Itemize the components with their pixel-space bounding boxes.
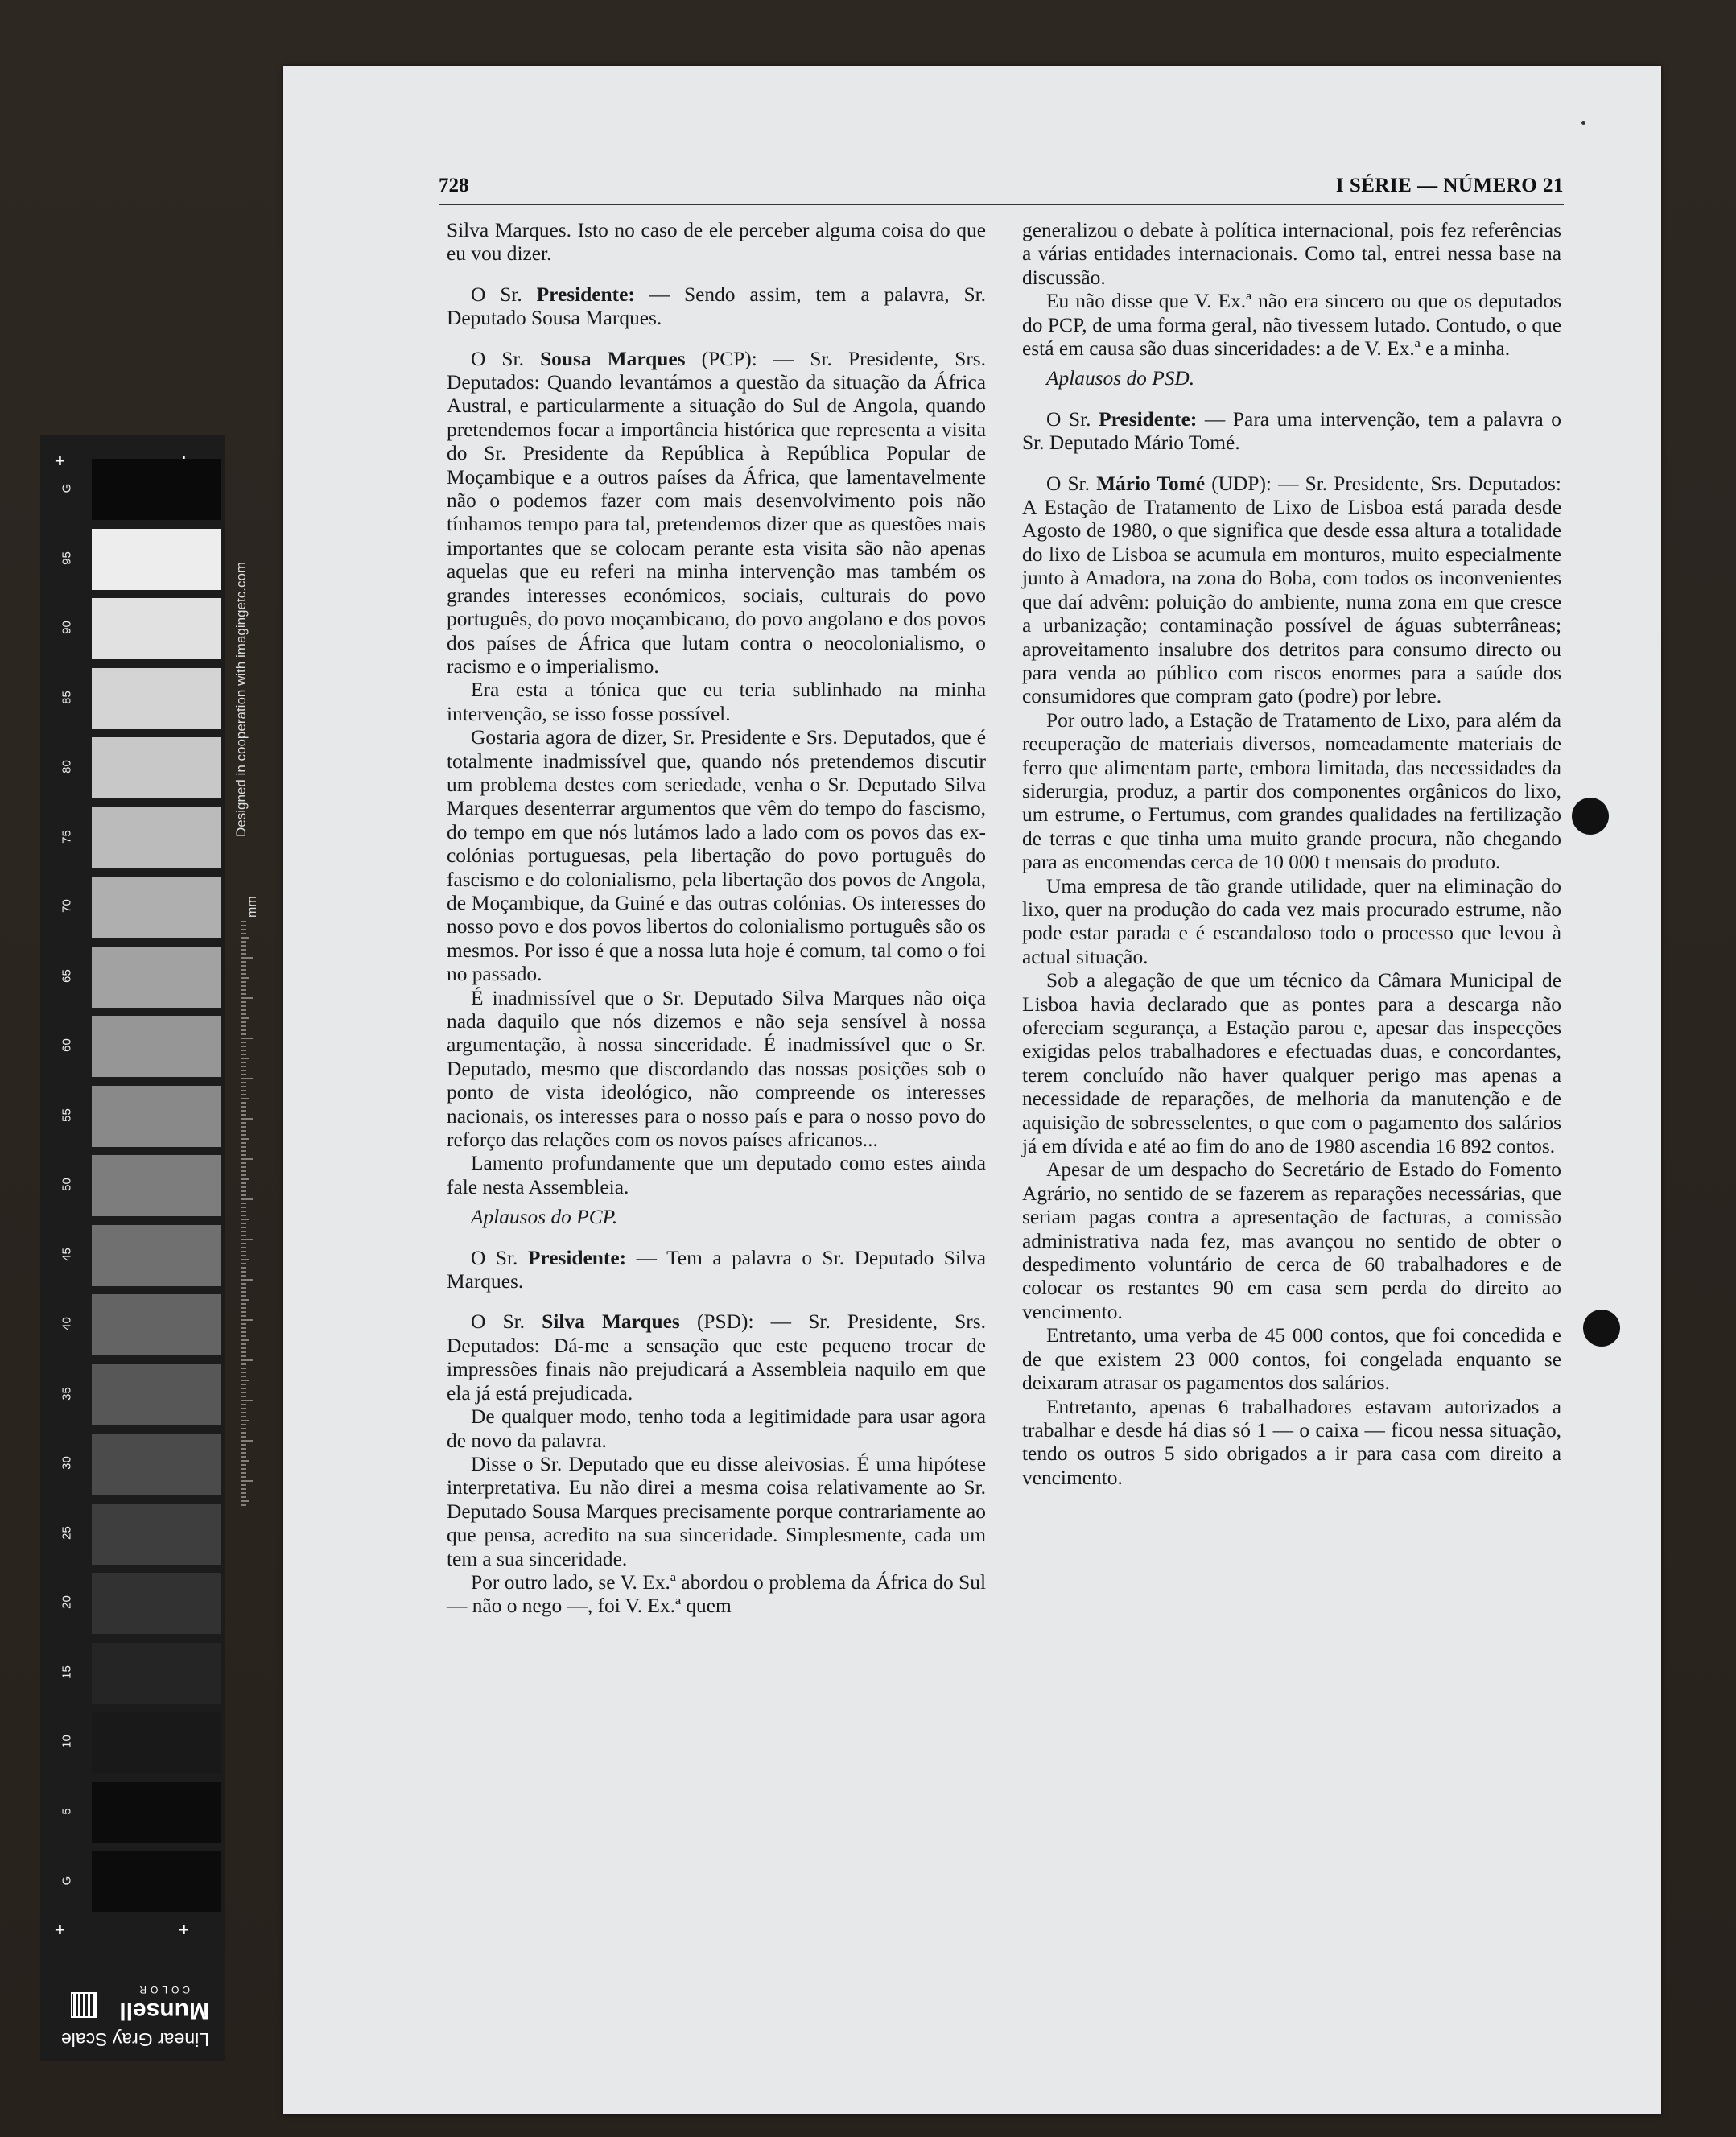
- gray-patch: [92, 1016, 221, 1077]
- gray-patch: [92, 1782, 221, 1843]
- registration-mark: +: [55, 451, 65, 471]
- gray-patch-label: 20: [60, 1595, 74, 1609]
- gray-patch-label: G: [60, 1875, 74, 1886]
- gray-patch: [92, 1434, 221, 1495]
- punch-hole: [1572, 798, 1609, 835]
- speech-text: (UDP): — Sr. Presidente, Srs. Deputados: A Estação de Tratamento de Lixo de Lisboa está parada desde Agosto de 1980, o que significa que desde essa altura a totalidade do lixo de Lisboa se acumula em monturos, muito especialmente junto à Amadora, na zona do Boba, com todos os inconvenientes que daí advêm: poluição do ambiente, numa zona em que cresce a urbanização; contaminação possível de águas subterrâneas; aproveitamento insalubre dos detritos para consumo directo ou para venda ao público com riscos enormes para a saúde dos consumidores que compram gato (podre) por lebre.: [1022, 472, 1561, 708]
- gray-patch: [92, 1573, 221, 1634]
- munsell-logo-icon: [71, 1992, 97, 2018]
- body-paragraph: Era esta a tónica que eu teria sublinhado na minha intervenção, se isso fosse possível.: [447, 679, 986, 725]
- mm-ruler: [241, 918, 258, 1513]
- document-page: [283, 66, 1661, 2114]
- gray-patch-label: G: [60, 483, 74, 493]
- speech-text: — Tem a palavra o Sr. Deputado Silva Marques.: [447, 1246, 986, 1293]
- gray-patch: [92, 1851, 221, 1912]
- speaker-name: Presidente:: [536, 283, 635, 306]
- speaker-paragraph: [447, 1247, 986, 1294]
- gray-patch-label: 90: [60, 621, 74, 634]
- applause-note: Aplausos do PCP.: [471, 1206, 618, 1229]
- speaker-prefix: O Sr.: [471, 283, 537, 306]
- gray-patch-label: 15: [60, 1665, 74, 1679]
- gray-patch-label: 85: [60, 690, 74, 704]
- body-paragraph: É inadmissível que o Sr. Deputado Silva Marques não oiça nada daquilo que nós dizemos e não seja sensível à nossa argumentação, à nossa sinceridade. É inadmissível que o Sr. Deputado, mesmo que discordando das nossas posições sob o ponto de vista ideológico, não compreende os interesses nacionais, os interesses para o nosso país e para o nosso povo do reforço das relações com os novos países africanos...: [447, 986, 986, 1152]
- gray-patch: [92, 529, 221, 590]
- gray-patch-label: 45: [60, 1247, 74, 1261]
- speech-text: — Para uma intervenção, tem a palavra o Sr. Deputado Mário Tomé.: [1022, 407, 1561, 455]
- gray-patch-label: 25: [60, 1525, 74, 1540]
- body-paragraph: Entretanto, uma verba de 45 000 contos, que foi concedida e de que existem 23 000 contos, foi congelada enquanto se deixaram atrasar os pagamentos dos salários.: [1022, 1324, 1561, 1395]
- body-paragraph: Gostaria agora de dizer, Sr. Presidente e Srs. Deputados, que é totalmente inadmissível que, quando nós pretendemos discutir um problema destes com seriedade, venha o Sr. Deputado Silva Marques desenterrar argumentos que vêm do tempo do fascismo, do tempo em que nós lutámos lado a lado com os povos das ex-colónias portuguesas, pela libertação do povo português do fascismo e do colonialismo, pela libertação dos povos de Angola, de Moçambique, da Guiné e das outras colónias. Os interesses do nosso povo e dos povos libertos do colonialismo português são os mesmos. Por isso é que a nossa luta hoje é comum, tal como o foi no passado.: [447, 726, 986, 986]
- right-column: [1022, 219, 1561, 1490]
- speck: [1581, 121, 1585, 125]
- body-paragraph: Silva Marques. Isto no caso de ele perceber alguma coisa do que eu vou dizer.: [447, 219, 986, 266]
- gray-patch: [92, 1364, 221, 1425]
- speaker-name: Presidente:: [527, 1246, 627, 1269]
- body-paragraph: Apesar de um despacho do Secretário de Estado do Fomento Agrário, no sentido de se fazerem as reparações necessárias, que seriam pagas contra a apresentação de facturas, a comissão administrativa nada fez, mas avançou no sentido de obter o despedimento voluntário de cerca de 60 trabalhadores e de colocar os restantes 90 em casa sem perda do direito ao vencimento.: [1022, 1158, 1561, 1323]
- gray-patch-label: 70: [60, 899, 74, 913]
- registration-mark: +: [179, 1920, 189, 1940]
- speaker-paragraph: [1022, 408, 1561, 456]
- gray-patch: [92, 1086, 221, 1147]
- gray-patch: [92, 1294, 221, 1355]
- brand-name: Munsell: [119, 1998, 209, 2024]
- speech-text: (PSD): — Sr. Presidente, Srs. Deputados: Dá-me a sensação que este pequeno trocar de impressões finais não prejudicará a Assembleia naquilo em que ela já está prejudicada.: [447, 1310, 986, 1405]
- speaker-prefix: O Sr.: [1046, 472, 1097, 495]
- gray-patch: [92, 737, 221, 798]
- series-number: I SÉRIE — NÚMERO 21: [1335, 175, 1564, 196]
- gray-patch: [92, 877, 221, 938]
- gray-patch-label: 65: [60, 968, 74, 983]
- body-paragraph: generalizou o debate à política internacional, pois fez referências a várias entidades internacionais. Como tal, entrei nessa base na discussão.: [1022, 219, 1561, 289]
- gray-patch-label: 80: [60, 760, 74, 774]
- gray-patch-label: 5: [60, 1807, 74, 1815]
- gray-patch: [92, 668, 221, 729]
- body-paragraph: Por outro lado, a Estação de Tratamento de Lixo, para além da recuperação de materiais diversos, nomeadamente materiais de ferro que alimentam parte, embora limitada, das necessidades da siderurgia, produz, a partir dos componentes orgânicos do lixo, um estrume, o Fertumus, com grandes qualidades na fertilização de terras e que tinha uma muito grande procura, não chegando para as encomendas cerca de 10 000 t mensais do produto.: [1022, 708, 1561, 874]
- body-paragraph: Lamento profundamente que um deputado como estes ainda fale nesta Assembleia.: [447, 1152, 986, 1198]
- body-paragraph: De qualquer modo, tenho toda a legitimidade para usar agora de novo da palavra.: [447, 1405, 986, 1452]
- gray-patch-label: 60: [60, 1038, 74, 1052]
- body-paragraph: Uma empresa de tão grande utilidade, quer na eliminação do lixo, quer na produção do cada vez mais procurado estrume, não pode estar parada e é escandaloso todo o processo que levou à actual situação.: [1022, 874, 1561, 968]
- gray-patch: [92, 947, 221, 1008]
- gray-patch: [92, 1225, 221, 1286]
- gray-patch-label: 10: [60, 1735, 74, 1748]
- gray-patch: [92, 459, 221, 520]
- speaker-paragraph: [447, 1310, 986, 1405]
- speaker-prefix: O Sr.: [1046, 407, 1099, 431]
- body-paragraph: Entretanto, apenas 6 trabalhadores estavam autorizados a trabalhar e desde há dias só 1 — o caixa — ficou nessa situação, tendo os outros 5 sido obrigados a ir para casa com direito a vencimento.: [1022, 1395, 1561, 1489]
- body-paragraph: Sob a alegação de que um técnico da Câmara Municipal de Lisboa havia declarado que as pontes para a descarga não ofereciam segurança, a Estação parou e, apesar das inspecções exigidas pelos trabalhadores e efectuadas duas, e concordantes, terem concluído não haver qualquer perigo mas apenas a necessidade de reparações, de melhoria da manutenção e de aquisição de sobresselentes, o que com o pagamento dos salários já em dívida e até ao fim do ano de 1980 ascendia 16 892 contos.: [1022, 969, 1561, 1158]
- speaker-name: Presidente:: [1099, 407, 1198, 431]
- page-header: [439, 167, 1564, 205]
- ruler-unit: mm: [245, 896, 259, 918]
- card-title: Linear Gray Scale: [60, 2029, 209, 2050]
- brand-sub: COLOR: [135, 1984, 190, 1995]
- card-credit: Designed in cooperation with imagingetc.com: [233, 561, 249, 837]
- applause-note: Aplausos do PSD.: [1046, 367, 1195, 390]
- speaker-paragraph: [447, 348, 986, 679]
- gray-patch: [92, 807, 221, 868]
- gray-patch: [92, 1643, 221, 1704]
- speaker-prefix: O Sr.: [471, 347, 541, 370]
- gray-patch-label: 30: [60, 1456, 74, 1470]
- registration-mark: +: [55, 1920, 65, 1940]
- gray-patch: [92, 1712, 221, 1773]
- gray-patch-label: 55: [60, 1108, 74, 1122]
- gray-patch: [92, 598, 221, 659]
- left-column: [447, 219, 986, 1619]
- speaker-prefix: O Sr.: [471, 1246, 528, 1269]
- body-paragraph: Por outro lado, se V. Ex.ª abordou o problema da África do Sul — não o nego —, foi V. Ex.ª quem: [447, 1570, 986, 1618]
- gray-patch-label: 40: [60, 1317, 74, 1330]
- card-branding: [40, 1976, 225, 2057]
- gray-patch-label: 35: [60, 1386, 74, 1401]
- speaker-paragraph: [1022, 472, 1561, 709]
- body-paragraph: Eu não disse que V. Ex.ª não era sincero ou que os deputados do PCP, de uma forma geral, não tivessem lutado. Contudo, o que está em causa são duas sinceridades: a de V. Ex.ª e a minha.: [1022, 290, 1561, 361]
- page-number: 728: [439, 175, 469, 196]
- body-paragraph: Disse o Sr. Deputado que eu disse aleivosias. É uma hipótese interpretativa. Eu não direi a mesma coisa relativamente ao Sr. Deputado Sousa Marques precisamente porque contrariamente ao que pensa, acredito na sua sinceridade. Simplesmente, cada um tem a sua sinceridade.: [447, 1452, 986, 1570]
- speaker-name: Mário Tomé: [1096, 472, 1206, 495]
- gray-patch: [92, 1155, 221, 1216]
- speaker-prefix: O Sr.: [471, 1310, 542, 1334]
- speech-text: (PCP): — Sr. Presidente, Srs. Deputados: Quando levantámos a questão da situação da África Austral, e particularmente a situação do Sul de Angola, quando pretendemos focar a importância histórica que representa a visita do Sr. Presidente da República à República Popular de Moçambique e a outros países da África, que lamentavelmente não o podemos fazer com mais desenvolvimento pois não tínhamos tempo para tal, pretendemos dizer que as questões mais importantes que se colocam perante esta visita são não apenas aquelas que eu referi na minha intervenção mas também os grandes interesses económicos, sociais, culturais do povo português, do povo moçambicano, do povo angolano e dos povos dos países de África que lutam contra o neocolonialismo, o racismo e o imperialismo.: [447, 347, 986, 678]
- speech-text: — Sendo assim, tem a palavra, Sr. Deputado Sousa Marques.: [447, 283, 986, 330]
- gray-patch-label: 75: [60, 829, 74, 844]
- speaker-paragraph: [447, 283, 986, 331]
- gray-patch-label: 50: [60, 1178, 74, 1191]
- punch-hole: [1583, 1310, 1620, 1347]
- gray-scale-card: [40, 435, 259, 2061]
- gray-patch: [92, 1504, 221, 1565]
- gray-patch-label: 95: [60, 551, 74, 565]
- speaker-name: Silva Marques: [542, 1310, 680, 1334]
- speaker-name: Sousa Marques: [540, 347, 686, 370]
